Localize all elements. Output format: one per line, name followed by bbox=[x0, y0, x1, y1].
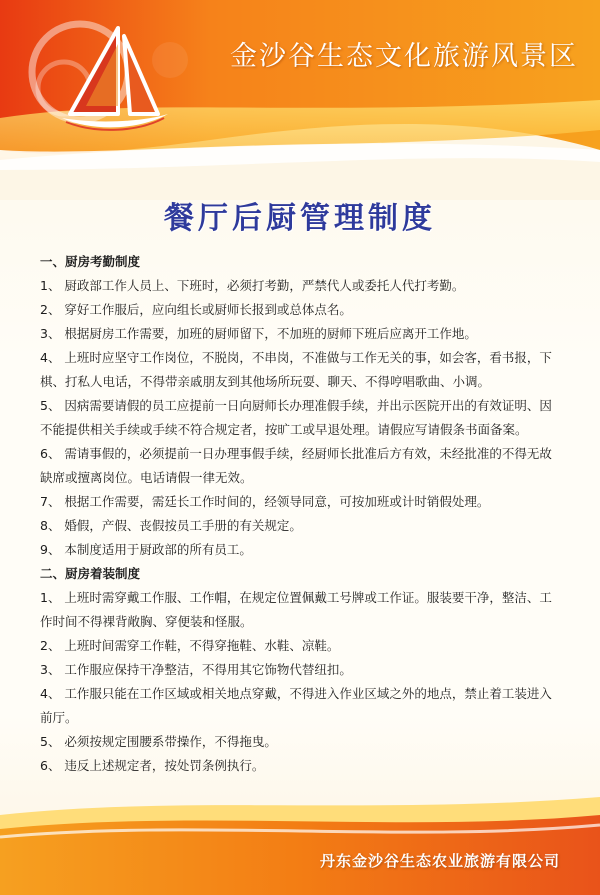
list-item: 5、 因病需要请假的员工应提前一日向厨师长办理准假手续，并出示医院开出的有效证明、因不能提供相关手续或手续不符合规定者，按旷工或早退处理。请假应写请假条书面备案。 bbox=[40, 398, 552, 437]
list-item: 4、 工作服只能在工作区域或相关地点穿戴，不得进入作业区域之外的地点，禁止着工装进入前厅。 bbox=[40, 686, 552, 725]
list-item: 9、 本制度适用于厨政部的所有员工。 bbox=[40, 542, 252, 557]
list-item: 5、 必须按规定围腰系带操作，不得拖曳。 bbox=[40, 734, 277, 749]
list-item: 7、 根据工作需要，需廷长工作时间的，经领导同意，可按加班或计时销假处理。 bbox=[40, 494, 490, 509]
section-heading-attendance: 一、厨房考勤制度 bbox=[40, 254, 141, 269]
list-item: 3、 根据厨房工作需要，加班的厨师留下，不加班的厨师下班后应离开工作地。 bbox=[40, 326, 477, 341]
sailboat-logo-icon bbox=[52, 22, 172, 132]
list-item: 6、 需请事假的，必须提前一日办理事假手续，经厨师长批准后方有效，未经批准的不得无故缺席或擅离岗位。电话请假一律无效。 bbox=[40, 446, 552, 485]
document-body bbox=[40, 250, 562, 778]
company-name: 丹东金沙谷生态农业旅游有限公司 bbox=[319, 852, 560, 870]
list-item: 8、 婚假，产假、丧假按员工手册的有关规定。 bbox=[40, 518, 302, 533]
list-item: 2、 上班时间需穿工作鞋，不得穿拖鞋、水鞋、凉鞋。 bbox=[40, 638, 340, 653]
list-item: 4、 上班时应坚守工作岗位，不脱岗，不串岗，不准做与工作无关的事，如会客，看书报，下棋、打私人电话，不得带亲戚朋友到其他场所玩耍、聊天、不得哼唱歌曲、小调。 bbox=[40, 350, 552, 389]
list-item: 2、 穿好工作服后，应向组长或厨师长报到或总体点名。 bbox=[40, 302, 352, 317]
scenic-area-name: 金沙谷生态文化旅游风景区 bbox=[230, 41, 578, 72]
footer-background bbox=[0, 785, 600, 895]
page-title: 餐厅后厨管理制度 bbox=[164, 201, 436, 236]
section-heading-dress-code: 二、厨房着装制度 bbox=[40, 566, 141, 581]
list-item: 1、 厨政部工作人员上、下班时，必须打考勤，严禁代人或委托人代打考勤。 bbox=[40, 278, 465, 293]
list-item: 3、 工作服应保持干净整洁，不得用其它饰物代替纽扣。 bbox=[40, 662, 352, 677]
list-item: 6、 违反上述规定者，按处罚条例执行。 bbox=[40, 758, 265, 773]
list-item: 1、 上班时需穿戴工作服、工作帽，在规定位置佩戴工号牌或工作证。服装要干净，整洁、工作时间不得裸背敞胸、穿便装和怪服。 bbox=[40, 590, 552, 629]
